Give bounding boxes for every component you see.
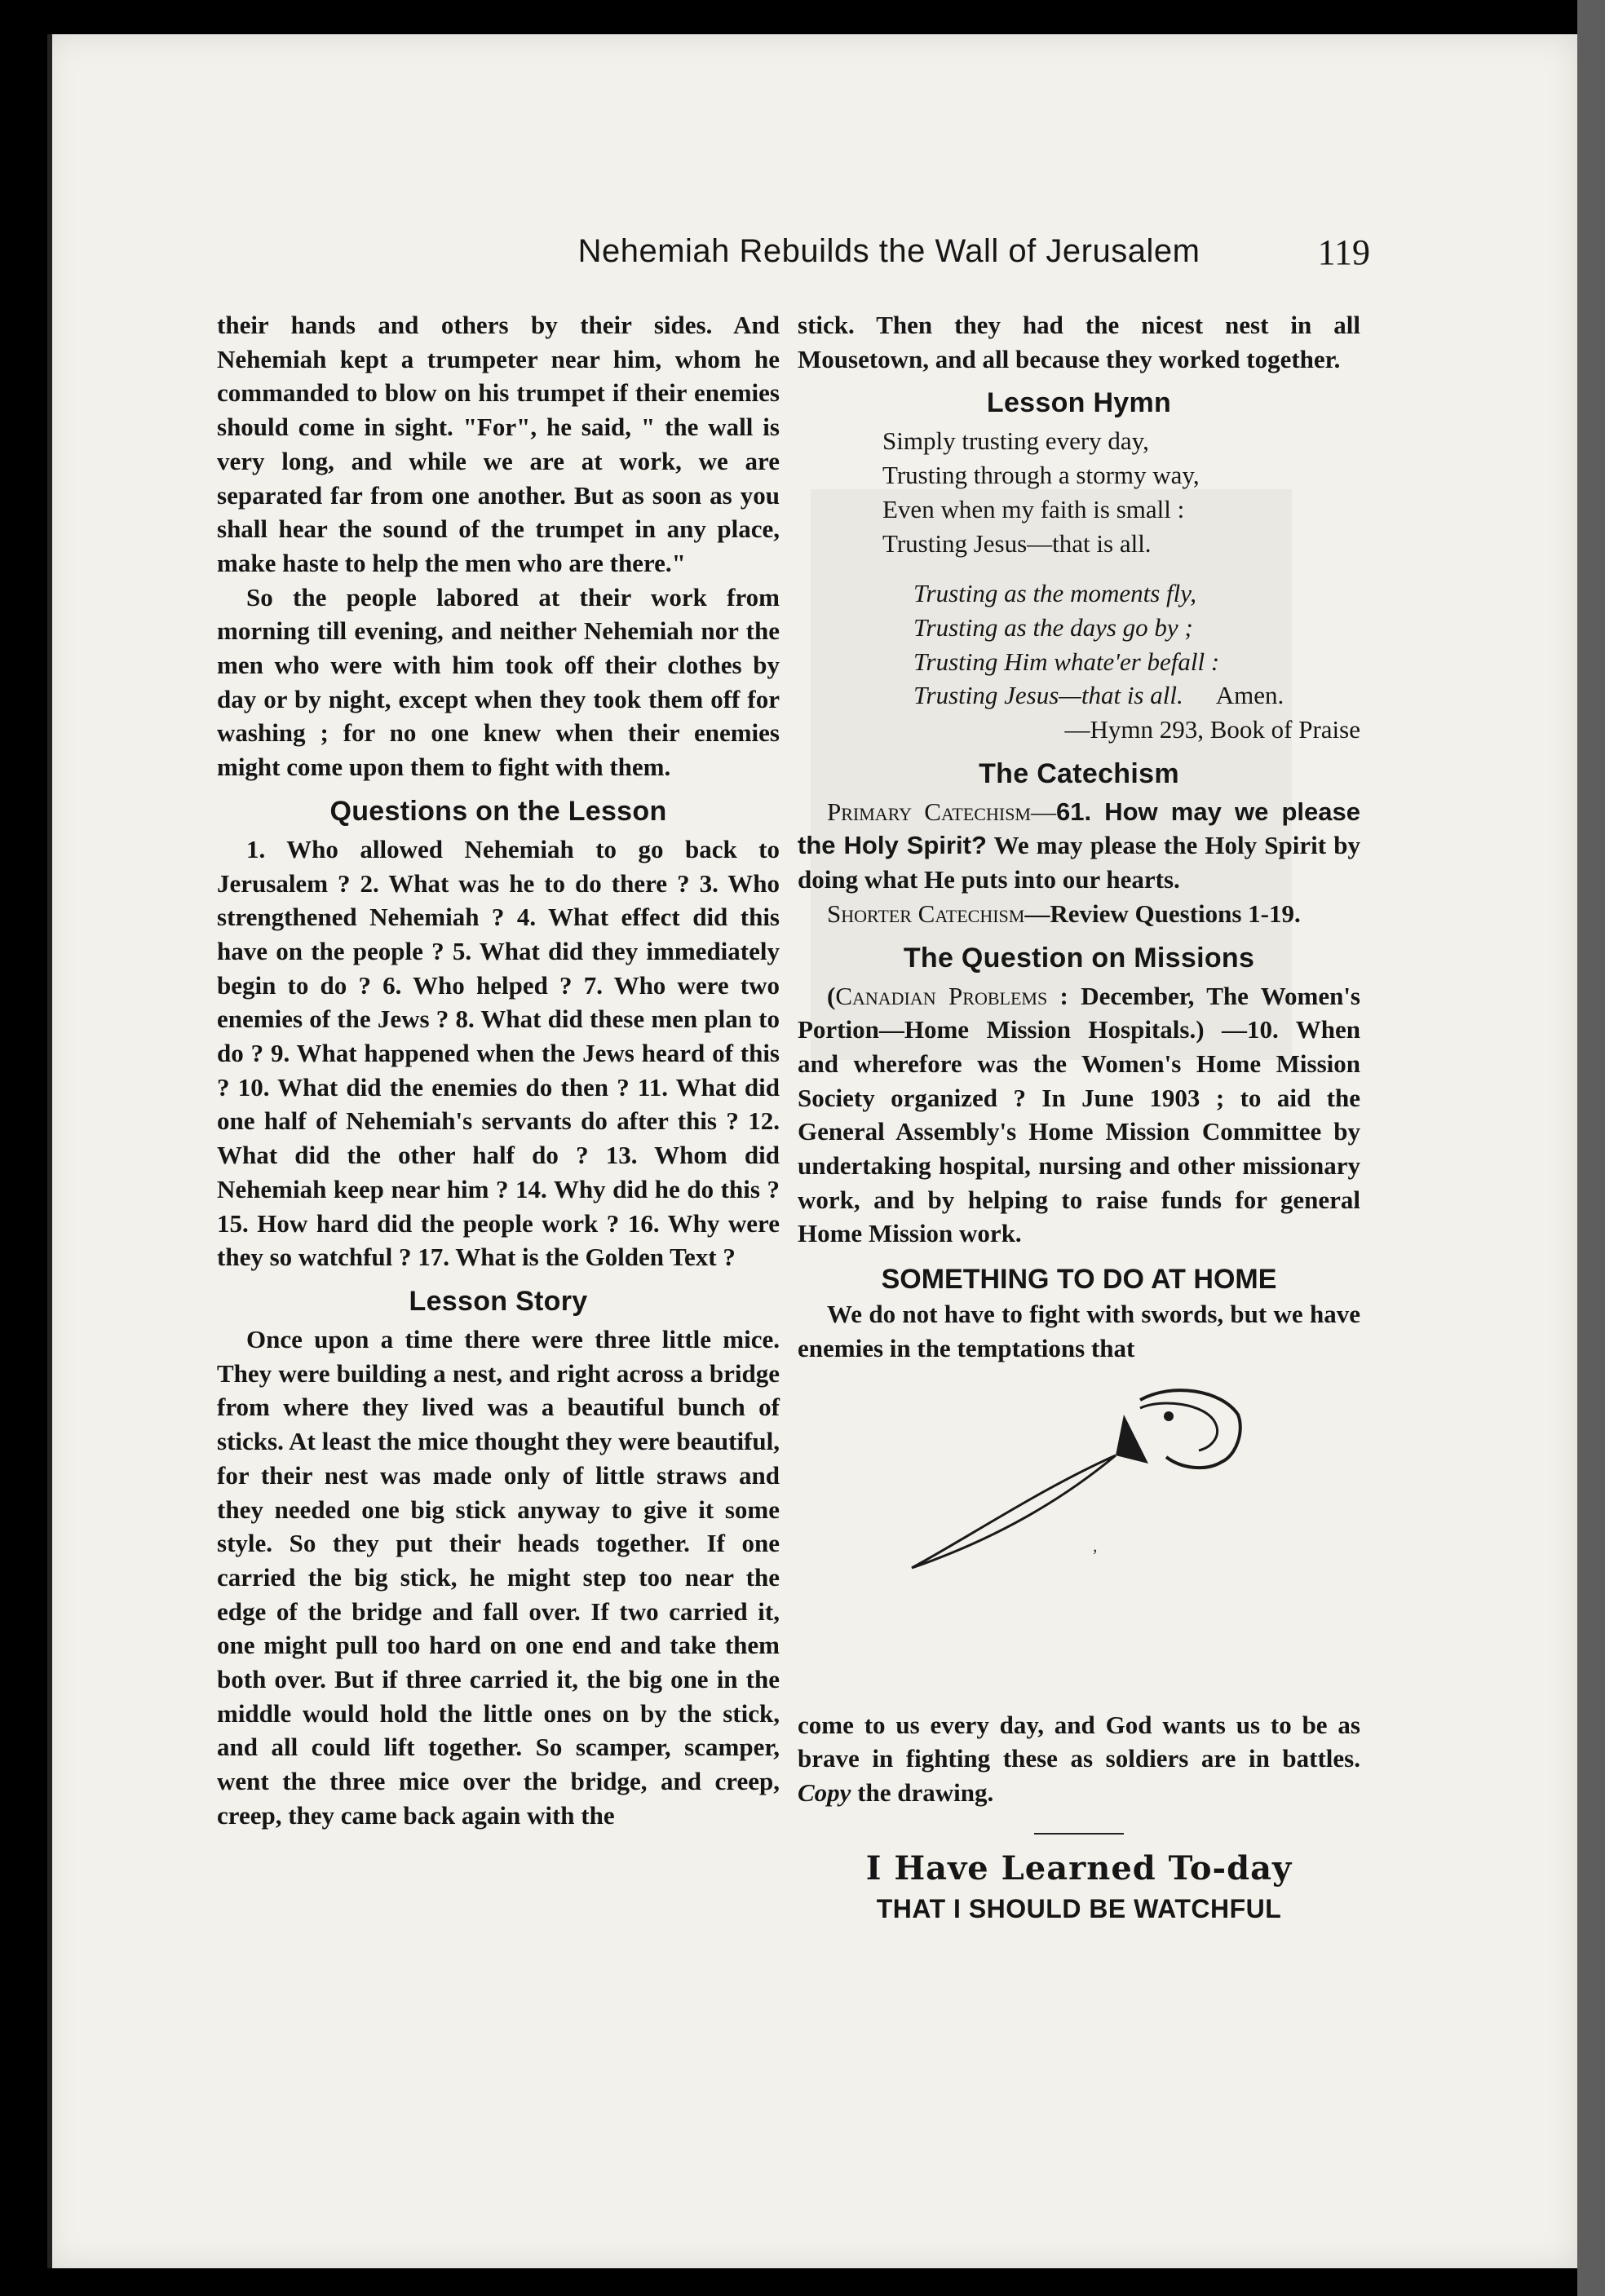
intro-paragraph: So the people labored at their work from morning till evening, and neither Nehemiah nor the men who were with him took off their clothes by day or by night, except when they took them off for washing ; for no one knew when their enemies might come upon them to fight with them.	[217, 582, 780, 782]
hymn-attribution: —Hymn 293, Book of Praise	[1064, 715, 1360, 744]
learned-heading: I Have Learned To-day	[865, 1848, 1293, 1888]
questions-heading: Questions on the Lesson	[329, 795, 667, 827]
primary-catechism	[798, 795, 1360, 897]
page-number: 119	[1317, 232, 1370, 272]
hymn-line: Even when my faith is small :	[882, 494, 1185, 523]
divider-rule	[1034, 1833, 1124, 1835]
refrain-line: Trusting as the moments fly,	[913, 579, 1197, 608]
refrain-line-text: Trusting Jesus—that is all.	[913, 681, 1183, 710]
story-continuation: stick. Then they had the nicest nest in all Mousetown, and all because they worked together.	[798, 311, 1360, 373]
story-heading: Lesson Story	[409, 1285, 588, 1317]
intro-paragraph: their hands and others by their sides. And Nehemiah kept a trumpeter near him, whom he commanded to blow on his trumpet if their enemies should come in sight. "For", he said, " the wall is very long, and while we are at work, we are separated far from one another. But as soon as you shall hear the sound of the trumpet in any place, make haste to help the men who are there."	[217, 311, 780, 577]
sword-guard-ring	[1140, 1403, 1218, 1450]
sword-drawing	[798, 1366, 1360, 1708]
shorter-catechism	[798, 897, 1360, 931]
home-text: We do not have to fight with swords, but we have enemies in the temptations that	[798, 1300, 1360, 1362]
primary-catechism-label: Primary Catechism—	[827, 797, 1056, 826]
refrain-line	[913, 678, 1360, 713]
hymn-refrain	[913, 576, 1360, 713]
learned-text: THAT I SHOULD BE WATCHFUL	[876, 1893, 1282, 1923]
hymn-line: Trusting Jesus—that is all.	[882, 528, 1152, 558]
copy-word: Copy	[798, 1777, 851, 1807]
home-text-part: come to us every day, and God wants us to be as brave in fighting these as soldiers are in battles.	[798, 1710, 1360, 1773]
binding-edge	[47, 34, 52, 2268]
catechism-heading: The Catechism	[979, 757, 1179, 789]
hymn-line: Trusting through a stormy way,	[882, 461, 1200, 490]
home-heading: SOMETHING TO DO AT HOME	[881, 1264, 1277, 1296]
sword-pommel	[1164, 1411, 1174, 1421]
drawing-mark: ,	[1093, 1534, 1098, 1556]
refrain-line: Trusting Him whate'er befall :	[913, 647, 1220, 676]
hymn-verse	[882, 424, 1360, 560]
left-column	[217, 308, 780, 1833]
refrain-line: Trusting as the days go by ;	[913, 612, 1193, 642]
missions-text: (Canadian Problems : December, The Women's Portion—Home Mission Hospitals.) —10. When and wherefore was the Women's Home Mission Society organized ? In June 1903 ; to aid the General Assembly's Home Mission Committee by undertaking hospital, nursing and other missionary work, and by helping to raise funds for general Home Mission work.	[798, 981, 1360, 1248]
sword-blade	[912, 1455, 1116, 1568]
right-column	[798, 308, 1360, 1924]
primary-catechism-question: 61. How may we please the Holy Spirit?	[798, 797, 1360, 860]
running-title: Nehemiah Rebuilds the Wall of Jerusalem	[577, 233, 1200, 269]
shorter-catechism-label: Shorter Catechism	[827, 899, 1025, 928]
primary-catechism-answer: We may please the Holy Spirit by doing what He puts into our hearts.	[798, 831, 1360, 894]
missions-body: : December, The Women's Portion—Home Mission Hospitals.) —10. When and wherefore was the Women's Home Mission Society organized ? In June 1903 ; to aid the General Assembly's Home Mission Committee by undertaking hospital, nursing and other missionary work, and by helping to raise funds for general Home Mission work.	[798, 981, 1360, 1248]
sword-grip	[1116, 1415, 1148, 1464]
amen: Amen.	[1215, 681, 1284, 710]
hymn-heading: Lesson Hymn	[986, 387, 1172, 419]
questions-text: 1. Who allowed Nehemiah to go back to Jerusalem ? 2. What was he to do there ? 3. Who strengthened Nehemiah ? 4. What effect did this have on the people ? 5. What did they immediately begin to do ? 6. Who helped ? 7. Who were two enemies of the Jews ? 8. What did these men plan to do ? 9. What happened when the Jews heard of this ? 10. What did the enemies do then ? 11. What did one half of Nehemiah's servants do after this ? 12. What did the other half do ? 13. Whom did Nehemiah keep near him ? 14. Why did he do this ? 15. How hard did the people work ? 16. Why were they so watchful ? 17. What is the Golden Text ?	[217, 834, 780, 1272]
hymn-line: Simply trusting every day,	[882, 426, 1149, 456]
missions-label: Canadian Problems	[835, 981, 1048, 1010]
sword-hilt	[1140, 1390, 1240, 1468]
home-text-part: the drawing.	[851, 1777, 994, 1807]
story-text: Once upon a time there were three little mice. They were building a nest, and right across a bridge from where they lived was a beautiful bunch of sticks. At least the mice thought they were beautiful, for their nest was made only of little straws and they needed one big stick anyway to give it some style. So they put their heads together. If one carried the big stick, he might step too near the edge of the bridge and fall over. If two carried it, one might pull too hard on one end and take them both over. But if three carried it, the big one in the middle would hold the little ones on by the stick, and all could lift together. So scamper, scamper, went the three mice over the bridge, and creep, creep, they came back again with the	[217, 1324, 780, 1830]
page-edge-shadow	[1577, 0, 1605, 2296]
shorter-catechism-text: —Review Questions 1-19.	[1024, 899, 1301, 928]
missions-heading: The Question on Missions	[903, 942, 1255, 974]
home-text-continued	[798, 1708, 1360, 1810]
